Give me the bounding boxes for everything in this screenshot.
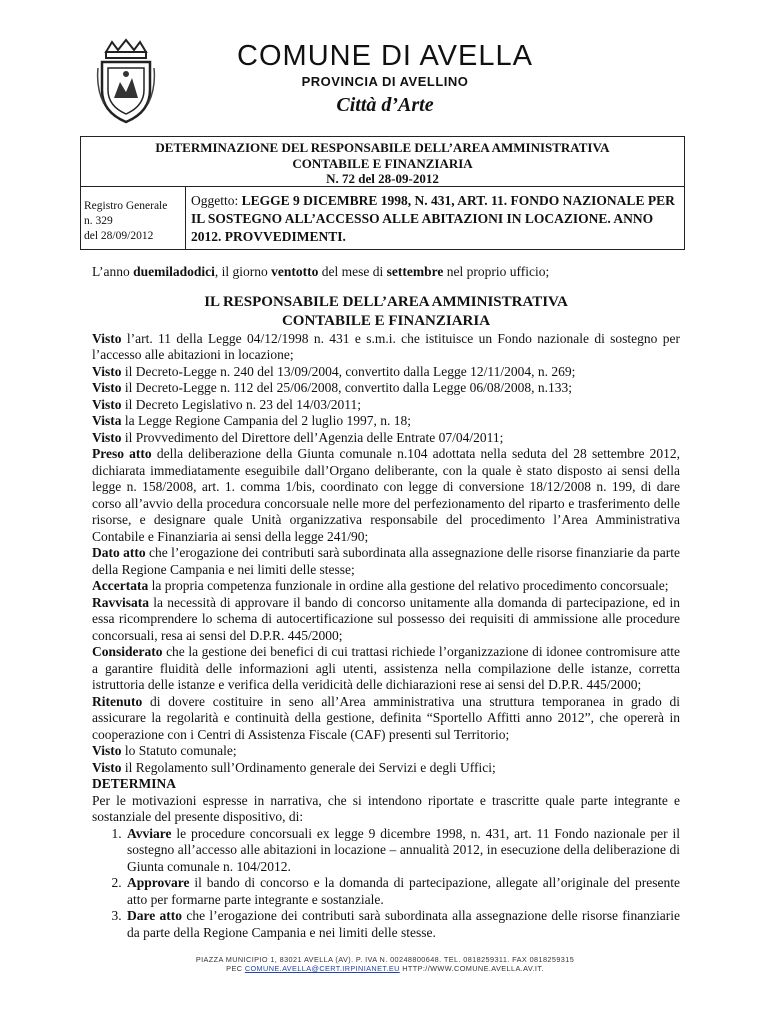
list-item: 2. Approvare il bando di concorso e la domanda di partecipazione, allegate all’originale del presente atto per formarne parte integrante e sostanziale. xyxy=(125,875,680,908)
footer-contacts: PEC COMUNE.AVELLA@CERT.IRPINIANET.EU HTTP://WWW.COMUNE.AVELLA.AV.IT. xyxy=(226,964,544,973)
paragraph: Accertata la propria competenza funzionale in ordine alla gestione del relativo procedimento concorsuale; xyxy=(92,578,669,593)
document-body xyxy=(92,264,680,941)
paragraph: Ritenuto di dovere costituire in seno all’Area amministrativa una struttura temporanea in grado di assicurare la regolarità e continuità della gestione, definita “Sportello Affitti anno 2012”, che opererà in cooperazione con i Centri di Assistenza Fiscale (CAF) presenti sul Territorio; xyxy=(92,693,680,742)
paragraph: Visto il Decreto Legislativo n. 23 del 14/03/2011; xyxy=(92,396,361,412)
section-heading-line-1: IL RESPONSABILE DELL’AREA AMMINISTRATIVA xyxy=(204,293,568,310)
website-text: HTTP://WWW.COMUNE.AVELLA.AV.IT. xyxy=(399,964,544,973)
footer-address: PIAZZA MUNICIPIO 1, 83021 AVELLA (AV). P. IVA N. 00248800648. TEL. 0818259311. FAX 0818259315 xyxy=(195,955,575,964)
list-item: 3. Dare atto che l’erogazione dei contributi sarà subordinata alla assegnazione delle risorse finanziarie da parte della Regione Campania e nei limiti delle stesse. xyxy=(125,908,680,941)
registro-cell xyxy=(81,187,186,249)
paragraph: Visto il Provvedimento del Direttore dell’Agenzia delle Entrate 07/04/2011; xyxy=(92,429,504,445)
paragraph: Visto il Decreto-Legge n. 240 del 13/09/2004, convertito dalla Legge 12/11/2004, n. 269; xyxy=(92,363,576,379)
title-line-1: DETERMINAZIONE DEL RESPONSABILE DELL’AREA AMMINISTRATIVA xyxy=(155,140,610,155)
oggetto-label: Oggetto: xyxy=(191,193,242,208)
pec-email-link[interactable]: COMUNE.AVELLA@CERT.IRPINIANET.EU xyxy=(244,964,400,973)
registro-line-3: del 28/09/2012 xyxy=(84,230,154,242)
determina-heading: DETERMINA xyxy=(92,776,177,791)
determina-list xyxy=(92,826,680,942)
determina-intro: Per le motivazioni espresse in narrativa, che si intendono riportate e trascritte quale parte integrante e sostanziale del presente dispositivo, di: xyxy=(92,792,680,824)
paragraph: Visto il Regolamento sull’Ordinamento generale dei Servizi e degli Uffici; xyxy=(92,759,496,775)
paragraph: Preso atto della deliberazione della Giunta comunale n.104 adottata nella seduta del 28 settembre 2012, dichiarata immediatamente eseguibile dall’Organo deliberante, con la quale è stato disposto ai sensi della legge n. 158/2008, art. 1. comma 1/bis, coordinato con legge di conversione 18/12/2008 n. 199, di dare corso all’avvio della procedura concorsuale nelle more del perfezionamento del riparto e trasferimento delle risorse, e designare quale Unità organizzativa responsabile del procedimento l’Area Amministrativa Contabile e Finanziaria ai sensi della legge 241/90; xyxy=(92,446,680,544)
paragraph: Vista la Legge Regione Campania del 2 luglio 1997, n. 18; xyxy=(92,413,411,428)
paragraph: Dato atto che l’erogazione dei contributi sarà subordinata alla assegnazione delle risorse finanziarie da parte della Regione Campania e nei limiti delle stesse; xyxy=(92,545,680,577)
section-heading-line-2: CONTABILE E FINANZIARIA xyxy=(281,312,491,329)
registro-line-1: Registro Generale xyxy=(84,200,168,212)
paragraph: Visto l’art. 11 della Legge 04/12/1998 n. 431 e s.m.i. che istituisce un Fondo nazionale di sostegno per l’accesso alle abitazioni in locazione; xyxy=(92,330,680,362)
paragraph: Ravvisata la necessità di approvare il bando di concorso unitamente alla domanda di partecipazione, ed in essa ricomprendere lo schema di autocertificazione sul possesso dei requisiti di ammissione alle procedure concorsuali, resa ai sensi del D.P.R. 445/2000; xyxy=(92,594,680,643)
provincia-subtitle: PROVINCIA DI AVELLINO xyxy=(301,74,469,89)
comune-title: COMUNE DI AVELLA xyxy=(237,40,533,72)
paragraph: Visto lo Statuto comunale; xyxy=(92,743,237,758)
determination-title xyxy=(81,137,684,187)
title-line-2: CONTABILE E FINANZIARIA xyxy=(292,155,473,171)
oggetto-text: LEGGE 9 DICEMBRE 1998, N. 431, ART. 11. FONDO NAZIONALE PER IL SOSTEGNO ALL’ACCESSO ALLE ABITAZIONI IN LOCAZIONE. ANNO 2012. PROVVEDIMENTI. xyxy=(191,193,675,244)
list-item: 1. Avviare le procedure concorsuali ex legge 9 dicembre 1998, n. 431, art. 11 Fondo nazionale per il sostegno all’accesso alle abitazioni in locazione – annualità 2012, in esecuzione della deliberazione di Giunta comunale n. 104/2012. xyxy=(125,826,680,876)
determination-box xyxy=(80,136,685,250)
title-line-3: N. 72 del 28-09-2012 xyxy=(326,171,439,186)
intro-line: L’anno duemiladodici, il giorno ventotto del mese di settembre nel proprio ufficio; xyxy=(92,264,550,279)
tagline: Città d’Arte xyxy=(336,94,434,116)
registro-line-2: n. 329 xyxy=(84,215,113,227)
paragraph: Considerato che la gestione dei benefici di cui trattasi richiede l’organizzazione di idonee contromisure atte a garantire fluidità delle informazioni agli utenti, assistenza nella compilazione delle istanze, corretta istruttoria delle istanze e verifica della veridicità delle dichiarazioni rese ai sensi del D.P.R. 445/2000; xyxy=(92,644,680,692)
paragraph: Visto il Decreto-Legge n. 112 del 25/06/2008, convertito dalla Legge 06/08/2008, n.133; xyxy=(92,380,573,395)
oggetto-cell xyxy=(186,187,684,249)
